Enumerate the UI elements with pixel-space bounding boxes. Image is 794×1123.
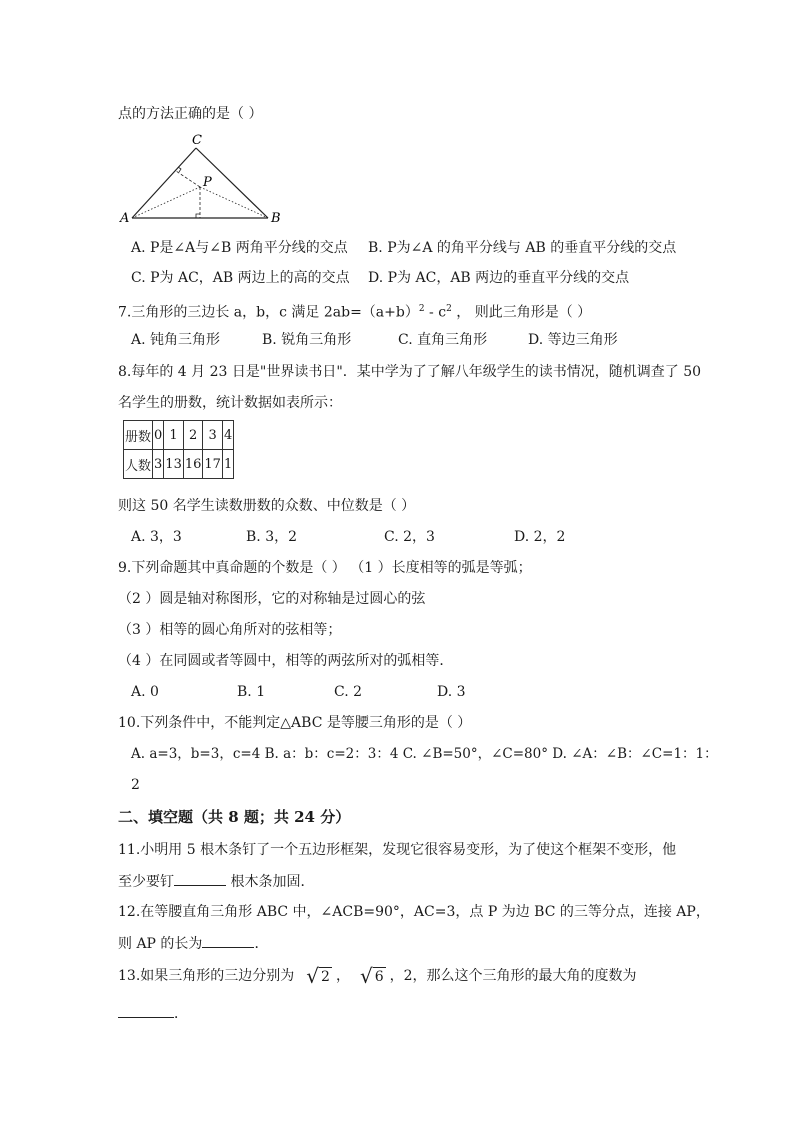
table-cell: 1 (222, 450, 233, 479)
q7-stem-after: ， 则此三角形是（ ） (451, 304, 592, 321)
question-7-stem (118, 299, 591, 323)
q7-option-a: A. 钝角三角形 (131, 332, 221, 348)
q13-before: 13.如果三角形的三边分别为 (118, 968, 295, 984)
q8-option-a: A. 3，3 (131, 529, 182, 545)
q6-option-a: A. P是∠A与∠B 两角平分线的交点 (131, 240, 348, 256)
q7-option-c: C. 直角三角形 (398, 332, 488, 348)
question-10-stem: 10.下列条件中，不能判定△ABC 是等腰三角形的是（ ） (118, 715, 472, 731)
question-11-line-2 (118, 871, 314, 892)
q12-line2-after: ． (254, 936, 269, 952)
question-13-line-1 (118, 966, 637, 986)
table-row (124, 450, 234, 479)
q13-after: ，2，那么这个三角形的最大角的度数为 (389, 968, 637, 984)
q10-options-line-1: A. a=3，b=3，c=4 B. a：b：c=2：3：4 C. ∠B=50°，∠C=80° D. ∠A：∠B：∠C=1：1： (131, 746, 718, 762)
question-12-line-1: 12.在等腰直角三角形 ABC 中，∠ACB=90°，AC=3，点 P 为边 BC 的三等分点，连接 AP， (118, 904, 710, 920)
q8-option-d: D. 2，2 (514, 529, 566, 545)
book-count-table (123, 420, 234, 479)
q12-line2-before: 则 AP 的长为 (118, 936, 203, 952)
label-a: A (120, 211, 130, 226)
question-6-stem-tail: 点的方法正确的是（ ） (118, 106, 263, 122)
label-b: B (271, 211, 281, 226)
q9-option-d: D. 3 (437, 684, 466, 700)
q8-option-b: B. 3，2 (246, 529, 298, 545)
question-9-line-2: （2 ）圆是轴对称图形，它的对称轴是过圆心的弦 (118, 591, 426, 607)
question-9-line-4: （4 ）在同圆或者等圆中，相等的两弦所对的弧相等． (118, 653, 454, 669)
radical-sign: √ (359, 964, 373, 988)
table-cell: 13 (164, 450, 184, 479)
answer-blank (174, 871, 226, 886)
q9-option-c: C. 2 (334, 684, 363, 700)
q9-option-b: B. 1 (237, 684, 266, 700)
sqrt-6-expression (360, 966, 386, 986)
question-9-line-3: （3 ）相等的圆心角所对的弦相等； (118, 622, 342, 638)
table-row (124, 421, 234, 450)
question-8-line-2: 名学生的册数，统计数据如表所示： (118, 395, 342, 411)
q6-option-c: C. P为 AC，AB 两边上的高的交点 (131, 270, 350, 286)
q13-sep1: ， (335, 968, 350, 984)
table-cell: 3 (203, 421, 223, 450)
q7-stem-before: 7.三角形的三边长 a，b，c 满足 2ab=（a+b） (118, 304, 419, 321)
q10-options-line-2: 2 (131, 777, 140, 793)
table-cell: 册数 (124, 421, 153, 450)
table-cell: 16 (183, 450, 203, 479)
question-8-line-1: 8.每年的 4 月 23 日是"世界读书日"．某中学为了了解八年级学生的读书情况，随机调查了 50 (118, 364, 702, 380)
section-heading: 二、填空题（共 8 题；共 24 分） (118, 808, 351, 826)
table-cell: 4 (222, 421, 233, 450)
q7-sup-1: 2 (418, 304, 425, 314)
table-cell: 人数 (124, 450, 153, 479)
answer-blank (202, 933, 254, 948)
table-cell: 3 (153, 450, 164, 479)
q9-option-a: A. 0 (131, 684, 159, 700)
q7-stem-mid: - c (424, 304, 447, 321)
question-12-line-2 (118, 933, 268, 954)
q7-option-b: B. 锐角三角形 (262, 332, 352, 348)
radicand: 2 (321, 969, 330, 985)
table-cell: 17 (203, 450, 223, 479)
question-9-line-1: 9.下列命题其中真命题的个数是（ ） （1 ）长度相等的弧是等弧； (118, 560, 532, 576)
q11-line2-before: 至少要钉 (118, 874, 174, 890)
table-cell: 0 (153, 421, 164, 450)
question-11-line-1: 11.小明用 5 根木条钉了一个五边形框架，发现它很容易变形，为了使这个框架不变形，他 (118, 842, 677, 858)
sqrt-2-expression (306, 966, 332, 986)
question-8-question: 则这 50 名学生读数册数的众数、中位数是（ ） (118, 498, 416, 514)
q11-line2-after: 根木条加固． (226, 874, 315, 890)
answer-blank (118, 1003, 174, 1018)
q7-option-d: D. 等边三角形 (528, 332, 618, 348)
q13-line2-after: ． (174, 1006, 188, 1022)
q6-option-d: D. P为 AC，AB 两边的垂直平分线的交点 (368, 270, 630, 286)
q7-sup-2: 2 (446, 304, 452, 314)
label-c: C (192, 133, 202, 148)
q6-option-b: B. P为∠A 的角平分线与 AB 的垂直平分线的交点 (368, 240, 677, 256)
table-cell: 2 (183, 421, 203, 450)
question-13-line-2 (118, 1003, 188, 1024)
radical-sign: √ (306, 964, 320, 988)
q8-option-c: C. 2，3 (384, 529, 435, 545)
triangle-figure (118, 130, 288, 230)
radicand: 6 (374, 969, 384, 985)
label-p: P (203, 175, 212, 190)
table-cell: 1 (164, 421, 184, 450)
